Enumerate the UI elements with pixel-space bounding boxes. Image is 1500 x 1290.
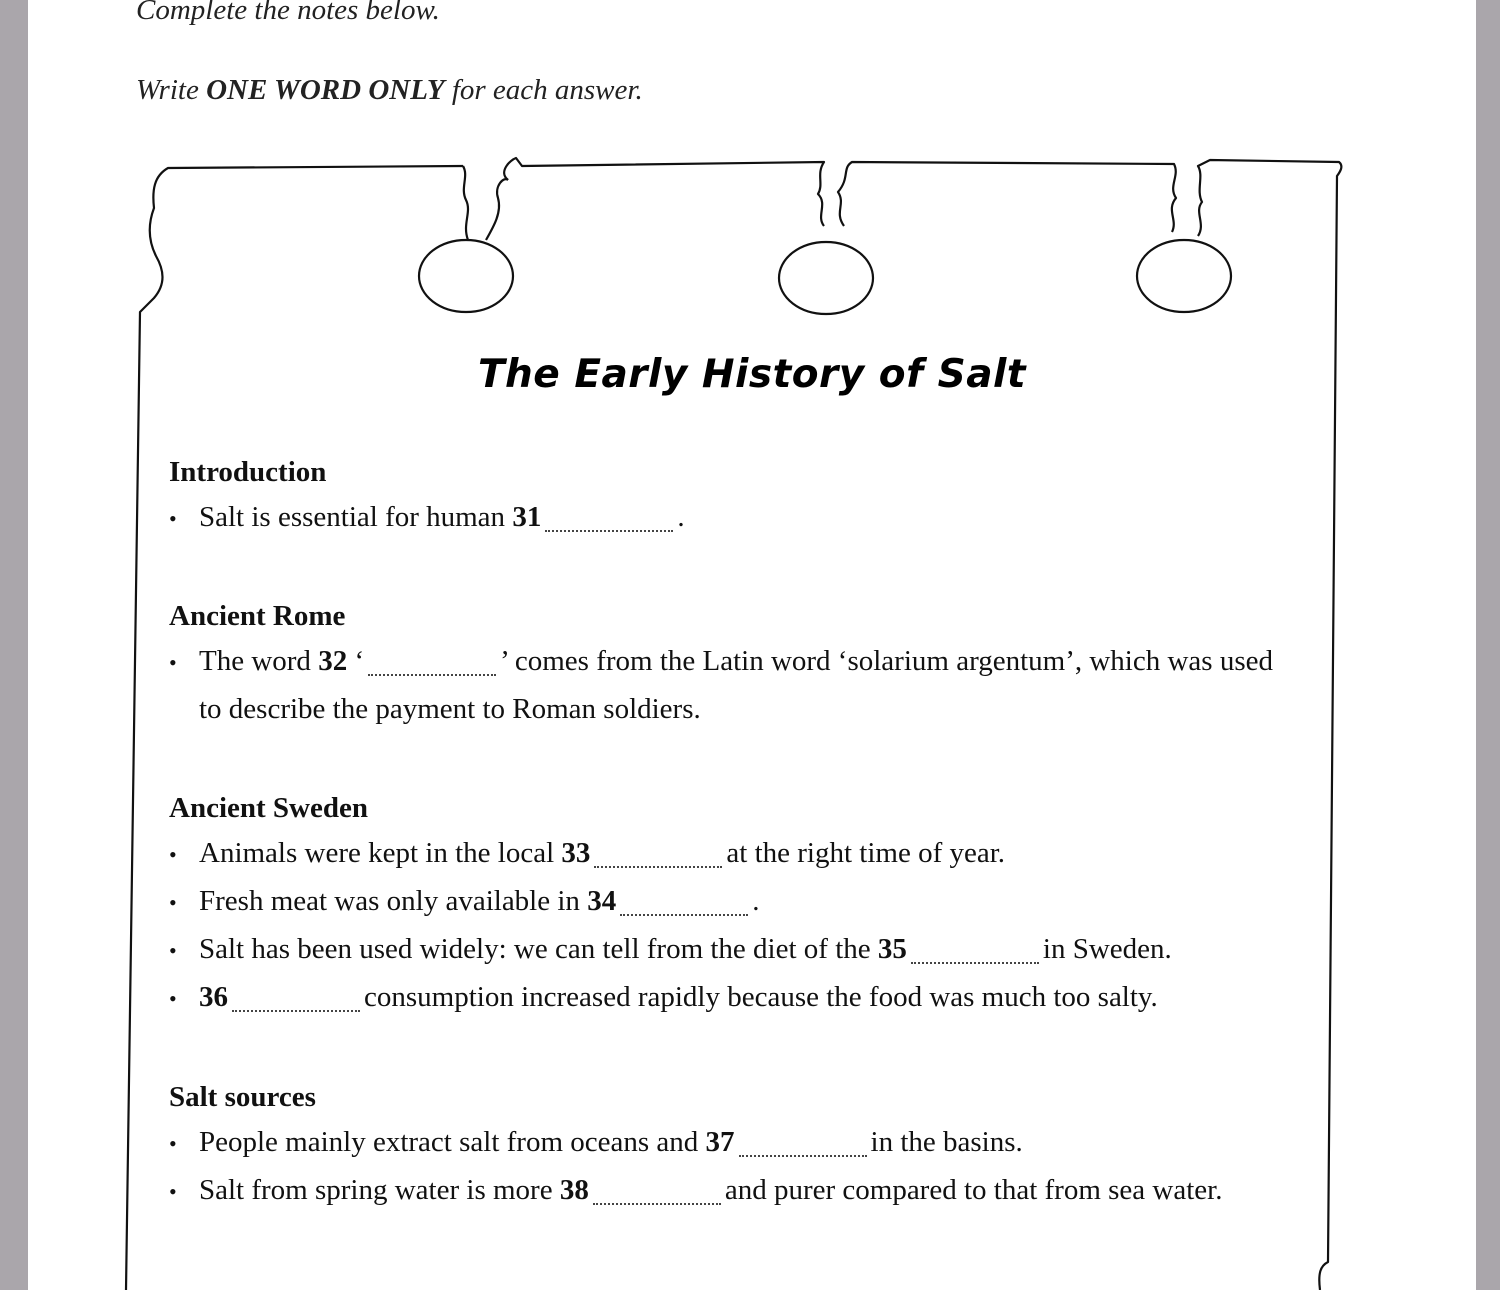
- question-number: 38: [559, 1174, 589, 1206]
- bullet-icon: [169, 829, 199, 879]
- list-item: • Salt from spring water is more 38 and purer compared to that from sea water.: [169, 1166, 1289, 1214]
- question-number: 37: [705, 1126, 735, 1158]
- bullet-icon: [169, 925, 199, 975]
- list-item: • Animals were kept in the local 33 at the right time of year.: [169, 829, 1289, 877]
- bullet-icon: [169, 493, 199, 543]
- section-salt-sources: [169, 1081, 1289, 1214]
- list-item: • The word 32 ‘ ’ comes from the Latin word ‘solarium argentum’, which was used to describe the payment to Roman soldiers.: [169, 637, 1289, 733]
- instruction-line-1: Complete the notes below.: [136, 0, 440, 26]
- list-item: • Salt has been used widely: we can tell from the diet of the 35 in Sweden.: [169, 925, 1289, 973]
- section-ancient-rome: [169, 600, 1289, 733]
- answer-blank-33[interactable]: [594, 846, 722, 868]
- question-number: 31: [512, 501, 542, 533]
- question-number: 35: [877, 933, 907, 965]
- ring-1-neck: [486, 179, 508, 240]
- answer-blank-38[interactable]: [593, 1183, 721, 1205]
- question-number: 32: [318, 645, 348, 677]
- list-item: • People mainly extract salt from oceans and 37 in the basins.: [169, 1118, 1289, 1166]
- section-heading: Ancient Rome: [169, 600, 346, 632]
- question-number: 36: [199, 981, 228, 1013]
- answer-blank-35[interactable]: [911, 942, 1039, 964]
- section-heading: Ancient Sweden: [169, 792, 368, 824]
- list-item: • 36 consumption increased rapidly because the food was much too salty.: [169, 973, 1289, 1021]
- answer-blank-36[interactable]: [232, 990, 360, 1012]
- instruction-prefix: Write: [136, 74, 199, 106]
- answer-blank-31[interactable]: [545, 510, 673, 532]
- question-number: 34: [587, 885, 617, 917]
- document-page: [28, 0, 1476, 1290]
- bullet-icon: [169, 1118, 199, 1168]
- answer-blank-32[interactable]: [368, 654, 496, 676]
- bullet-icon: [169, 1166, 199, 1216]
- section-heading: Introduction: [169, 456, 327, 488]
- instruction-emphasis: ONE WORD ONLY: [206, 74, 445, 106]
- frame-top-segment-3: [838, 162, 1176, 232]
- ring-hole-3: [1137, 240, 1231, 312]
- instruction-suffix: for each answer.: [451, 74, 643, 106]
- ring-hole-1: [419, 240, 513, 312]
- section-heading: Salt sources: [169, 1081, 316, 1113]
- section-ancient-sweden: [169, 792, 1289, 1021]
- frame-top-segment-2: [504, 158, 824, 226]
- answer-blank-37[interactable]: [739, 1135, 867, 1157]
- worksheet-title: The Early History of Salt: [477, 352, 1027, 397]
- ring-hole-2: [779, 242, 873, 314]
- bullet-icon: [169, 877, 199, 927]
- bullet-icon: [169, 637, 199, 687]
- question-number: 33: [561, 837, 591, 869]
- list-item: • Fresh meat was only available in 34 .: [169, 877, 1289, 925]
- list-item: • Salt is essential for human 31 .: [169, 493, 1289, 541]
- bullet-icon: [169, 973, 199, 1023]
- answer-blank-34[interactable]: [620, 894, 748, 916]
- frame-top-segment-1: [463, 166, 468, 240]
- section-introduction: [169, 456, 1289, 541]
